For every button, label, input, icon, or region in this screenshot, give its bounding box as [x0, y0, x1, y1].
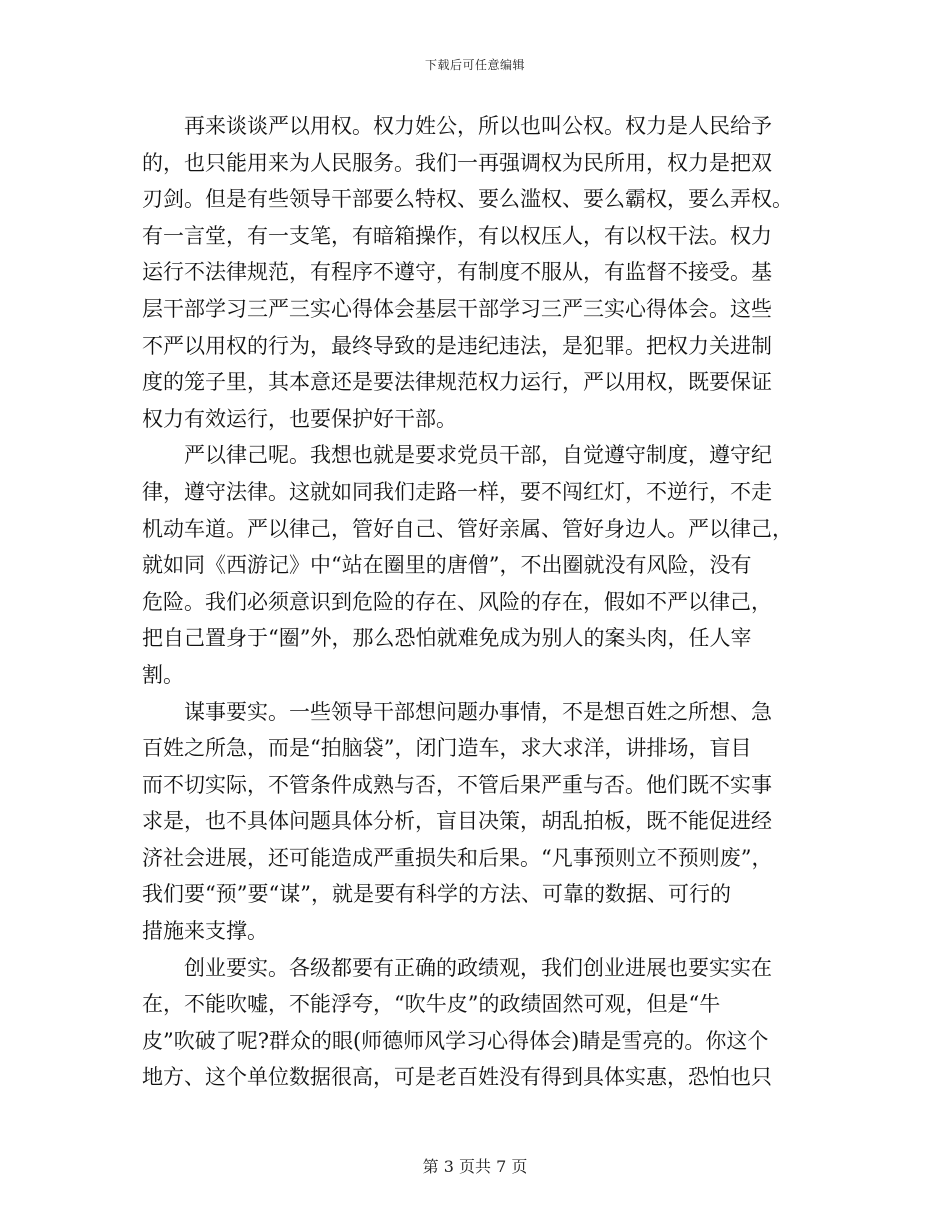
paragraph-line: 严以律己呢。我想也就是要求党员干部，自觉遵守制度，遵守纪 [184, 443, 772, 468]
paragraph-line: 度的笼子里，其本意还是要法律规范权力运行，严以用权，既要保证 [142, 370, 772, 395]
paragraph-line: 刃剑。但是有些领导干部要么特权、要么滥权、要么霸权，要么弄权。 [142, 187, 793, 212]
paragraph-line: 权力有效运行，也要保护好干部。 [142, 406, 457, 431]
paragraph-2 [142, 437, 808, 693]
paragraph-1 [142, 108, 808, 437]
paragraph-line: 有一言堂，有一支笔，有暗箱操作，有以权压人，有以权干法。权力 [142, 223, 772, 248]
paragraph-line: 创业要实。各级都要有正确的政绩观，我们创业进展也要实实在 [184, 955, 772, 980]
paragraph-line: 割。 [142, 662, 184, 687]
page-header: 下载后可任意编辑 [424, 58, 525, 72]
paragraph-line: 把自己置身于“圈”外，那么恐怕就难免成为别人的案头肉，任人宰 [142, 626, 752, 651]
paragraph-line: 我们要“预”要“谋”，就是要有科学的方法、可靠的数据、可行的 [142, 882, 731, 907]
page-footer: 第 3 页共 7 页 [422, 1157, 528, 1176]
paragraph-line: 层干部学习三严三实心得体会基层干部学习三严三实心得体会。这些 [142, 296, 772, 321]
paragraph-line: 求是，也不具体问题具体分析，盲目决策，胡乱拍板，既不能促进经 [142, 809, 772, 834]
paragraph-line: 不严以用权的行为，最终导致的是违纪违法，是犯罪。把权力关进制 [142, 333, 772, 358]
paragraph-line: 济社会进展，还可能造成严重损失和后果。“凡事预则立不预则废”， [142, 845, 773, 870]
paragraph-line: 措施来支撑。 [142, 919, 268, 944]
paragraph-line: 危险。我们必须意识到危险的存在、风险的存在，假如不严以律己， [142, 589, 772, 614]
paragraph-line: 运行不法律规范，有程序不遵守，有制度不服从，有监督不接受。基 [142, 260, 772, 285]
document-body [142, 108, 808, 1096]
paragraph-line: 律，遵守法律。这就如同我们走路一样，要不闯红灯，不逆行，不走 [142, 479, 772, 504]
paragraph-4 [142, 950, 808, 1096]
paragraph-line: 再来谈谈严以用权。权力姓公，所以也叫公权。权力是人民给予 [184, 114, 772, 138]
paragraph-line: 皮”吹破了呢?群众的眼(师德师风学习心得体会)睛是雪亮的。你这个 [142, 1028, 769, 1053]
paragraph-line: 在，不能吹嘘，不能浮夸，“吹牛皮”的政绩固然可观，但是“牛 [142, 992, 721, 1017]
paragraph-line: 而不切实际，不管条件成熟与否，不管后果严重与否。他们既不实事 [142, 772, 772, 797]
paragraph-3 [142, 694, 808, 950]
paragraph-line: 机动车道。严以律己，管好自己、管好亲属、管好身边人。严以律己， [142, 516, 793, 541]
paragraph-line: 谋事要实。一些领导干部想问题办事情，不是想百姓之所想、急 [184, 699, 772, 724]
paragraph-line: 就如同《西游记》中“站在圈里的唐僧”，不出圈就没有风险，没有 [142, 553, 752, 578]
paragraph-line: 地方、这个单位数据很高，可是老百姓没有得到具体实惠，恐怕也只 [142, 1065, 772, 1090]
paragraph-line: 的，也只能用来为人民服务。我们一再强调权为民所用，权力是把双 [142, 150, 772, 175]
paragraph-line: 百姓之所急，而是“拍脑袋”，闭门造车，求大求洋，讲排场，盲目 [142, 736, 752, 761]
